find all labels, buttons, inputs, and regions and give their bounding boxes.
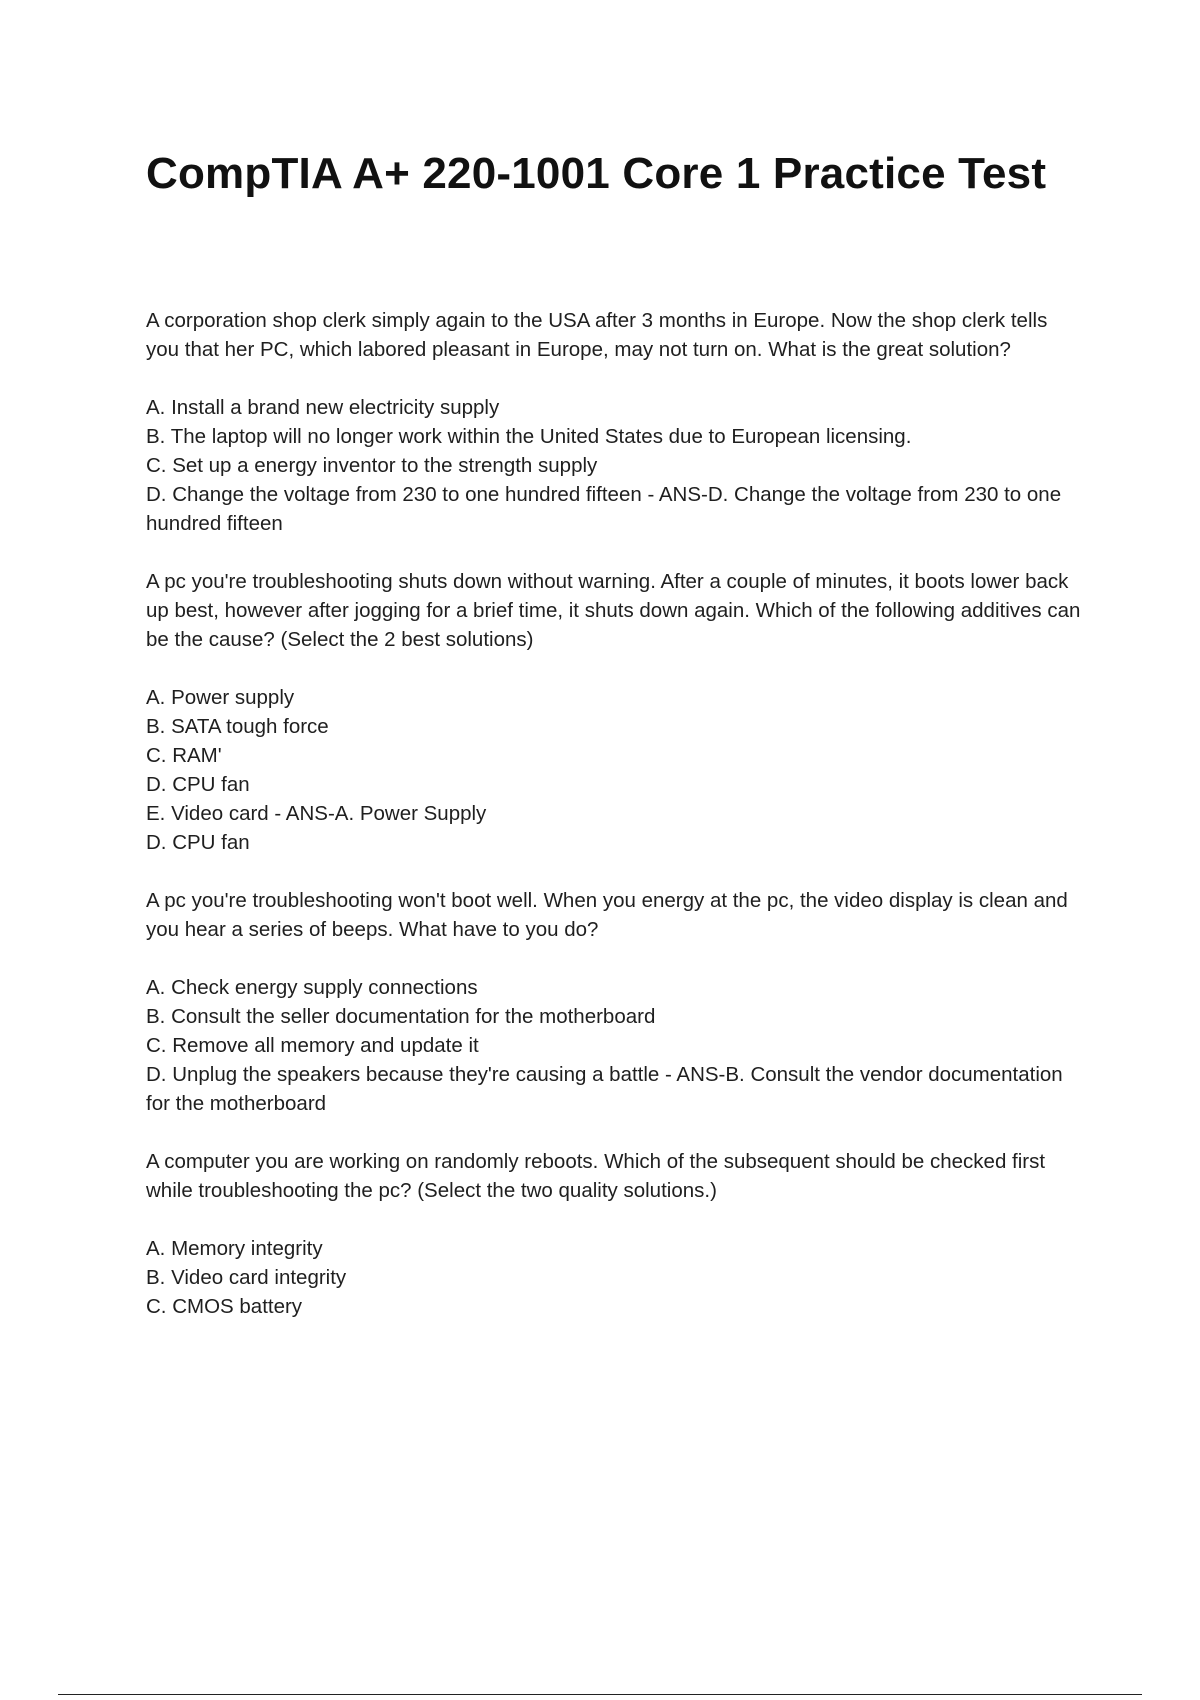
question-2 [146, 567, 1086, 857]
question-4 [146, 1147, 1086, 1321]
question-stem: A pc you're troubleshooting won't boot well. When you energy at the pc, the video display is clean and you hear a series of beeps. What have to you do? [146, 889, 1068, 941]
answer-options [146, 683, 1086, 857]
answer-option: A. Check energy supply connections [146, 976, 478, 999]
question-3 [146, 886, 1086, 1118]
question-stem: A corporation shop clerk simply again to the USA after 3 months in Europe. Now the shop clerk tells you that her PC, which labored pleasant in Europe, may not turn on. What is the great solution? [146, 309, 1048, 361]
answer-option: D. Unplug the speakers because they're causing a battle - ANS-B. Consult the vendor documentation for the motherboard [146, 1063, 1063, 1115]
answer-option: D. CPU fan [146, 831, 250, 854]
footer-divider [58, 1694, 1142, 1695]
answer-option: D. Change the voltage from 230 to one hundred fifteen - ANS-D. Change the voltage from 230 to one hundred fifteen [146, 483, 1062, 535]
answer-option: C. CMOS battery [146, 1295, 303, 1318]
answer-option: B. Consult the seller documentation for the motherboard [146, 1005, 656, 1028]
answer-options [146, 1234, 1086, 1321]
answer-option: E. Video card - ANS-A. Power Supply [146, 802, 487, 825]
answer-option: B. The laptop will no longer work within the United States due to European licensing. [146, 425, 912, 448]
answer-options [146, 393, 1086, 538]
answer-option: C. RAM' [146, 744, 222, 767]
answer-option: C. Set up a energy inventor to the strength supply [146, 454, 598, 477]
answer-option: B. Video card integrity [146, 1266, 347, 1289]
answer-options [146, 973, 1086, 1118]
document-content [146, 140, 1086, 1350]
question-1 [146, 306, 1086, 538]
answer-option: D. CPU fan [146, 773, 250, 796]
document-title: CompTIA A+ 220-1001 Core 1 Practice Test [146, 149, 1047, 198]
answer-option: A. Memory integrity [146, 1237, 323, 1260]
answer-option: B. SATA tough force [146, 715, 329, 738]
answer-option: C. Remove all memory and update it [146, 1034, 479, 1057]
answer-option: A. Install a brand new electricity supply [146, 396, 500, 419]
answer-option: A. Power supply [146, 686, 295, 709]
question-stem: A computer you are working on randomly reboots. Which of the subsequent should be checked first while troubleshooting the pc? (Select the two quality solutions.) [146, 1150, 1046, 1202]
question-list [146, 306, 1086, 1321]
question-stem: A pc you're troubleshooting shuts down without warning. After a couple of minutes, it boots lower back up best, however after jogging for a brief time, it shuts down again. Which of the following additives can be the cause? (Select the 2 best solutions) [146, 570, 1081, 651]
